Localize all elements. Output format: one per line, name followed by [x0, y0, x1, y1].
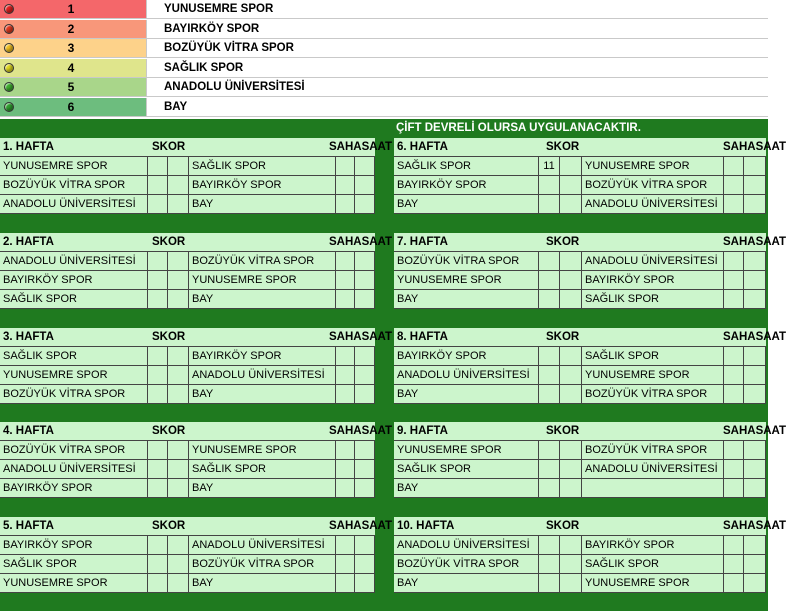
saat-cell[interactable]: [744, 441, 766, 459]
home-team-cell[interactable]: YUNUSEMRE SPOR: [394, 441, 539, 459]
match-row: [394, 366, 766, 385]
legend-rank-cell[interactable]: [0, 98, 147, 116]
saat-cell[interactable]: [355, 555, 375, 573]
week-header: [0, 422, 393, 441]
match-row: [0, 536, 375, 555]
home-score-cell[interactable]: [148, 271, 168, 289]
home-team-cell[interactable]: BAYIRKÖY SPOR: [394, 176, 539, 194]
home-team-cell[interactable]: ANADOLU ÜNİVERSİTESİ: [394, 536, 539, 554]
away-team-cell[interactable]: BOZÜYÜK VİTRA SPOR: [189, 252, 336, 270]
away-score-cell[interactable]: [168, 157, 189, 175]
week-block: [0, 138, 393, 214]
away-score-cell[interactable]: [168, 460, 189, 478]
away-team-cell[interactable]: SAĞLIK SPOR: [189, 157, 336, 175]
home-team-cell[interactable]: BOZÜYÜK VİTRA SPOR: [0, 441, 148, 459]
saat-cell[interactable]: [744, 252, 766, 270]
away-team-cell[interactable]: SAĞLIK SPOR: [189, 460, 336, 478]
home-team-cell[interactable]: BAYIRKÖY SPOR: [0, 479, 148, 497]
saha-cell[interactable]: [336, 479, 355, 497]
away-team-cell[interactable]: SAĞLIK SPOR: [582, 290, 724, 308]
saat-cell[interactable]: [744, 290, 766, 308]
week-block: [394, 517, 786, 593]
away-score-cell[interactable]: [168, 347, 189, 365]
away-team-cell[interactable]: BAY: [189, 479, 336, 497]
home-score-cell[interactable]: [539, 290, 560, 308]
saha-saat-header: SAHASAAT: [723, 520, 786, 532]
match-row: [394, 347, 766, 366]
legend-rank: 2: [67, 21, 75, 36]
week-title: 10. HAFTA: [397, 520, 455, 532]
saat-cell[interactable]: [744, 157, 766, 175]
match-row: [394, 574, 766, 593]
home-score-cell[interactable]: [148, 460, 168, 478]
home-score-cell[interactable]: [148, 252, 168, 270]
home-score-cell[interactable]: [148, 385, 168, 403]
away-team-cell[interactable]: YUNUSEMRE SPOR: [189, 271, 336, 289]
status-dot-icon: [4, 4, 14, 14]
away-score-cell[interactable]: [168, 536, 189, 554]
saha-cell[interactable]: [724, 290, 744, 308]
away-score-cell[interactable]: [560, 536, 582, 554]
home-team-cell[interactable]: BAY: [394, 479, 539, 497]
legend-rank-cell[interactable]: [0, 39, 147, 57]
legend-row[interactable]: [0, 39, 768, 58]
saat-cell[interactable]: [744, 555, 766, 573]
home-team-cell[interactable]: BOZÜYÜK VİTRA SPOR: [394, 555, 539, 573]
match-row: [0, 195, 375, 214]
legend-row[interactable]: [0, 78, 768, 97]
away-team-cell[interactable]: [582, 479, 724, 497]
score-header: SKOR: [152, 141, 186, 153]
saha-cell[interactable]: [724, 441, 744, 459]
legend-rank: 5: [67, 80, 75, 94]
saha-cell[interactable]: [724, 347, 744, 365]
match-row: [394, 536, 766, 555]
saha-cell[interactable]: [724, 536, 744, 554]
home-team-cell[interactable]: SAĞLIK SPOR: [394, 460, 539, 478]
saat-cell[interactable]: [355, 347, 375, 365]
home-team-cell[interactable]: YUNUSEMRE SPOR: [0, 366, 148, 384]
legend-rank: 1: [67, 2, 75, 16]
away-team-cell[interactable]: ANADOLU ÜNİVERSİTESİ: [582, 460, 724, 478]
saha-cell[interactable]: [336, 252, 355, 270]
away-team-cell[interactable]: BAYIRKÖY SPOR: [582, 536, 724, 554]
saat-cell[interactable]: [744, 347, 766, 365]
saat-cell[interactable]: [355, 366, 375, 384]
week-title: 7. HAFTA: [397, 236, 448, 248]
home-score-cell[interactable]: [148, 536, 168, 554]
away-score-cell[interactable]: [168, 176, 189, 194]
home-team-cell[interactable]: SAĞLIK SPOR: [394, 157, 539, 175]
saat-cell[interactable]: [355, 574, 375, 592]
legend-team-name[interactable]: BOZÜYÜK VİTRA SPOR: [147, 39, 768, 57]
saha-cell[interactable]: [336, 366, 355, 384]
home-score-cell[interactable]: [148, 176, 168, 194]
away-team-cell[interactable]: YUNUSEMRE SPOR: [189, 441, 336, 459]
score-header: SKOR: [152, 331, 186, 343]
match-row: [394, 195, 766, 214]
saha-saat-header: SAHASAAT: [329, 520, 393, 532]
saha-cell[interactable]: [336, 290, 355, 308]
home-team-cell[interactable]: BAYIRKÖY SPOR: [0, 536, 148, 554]
week-block: [394, 138, 786, 214]
saat-cell[interactable]: [355, 385, 375, 403]
away-team-cell[interactable]: SAĞLIK SPOR: [582, 347, 724, 365]
away-score-cell[interactable]: [560, 290, 582, 308]
saat-cell[interactable]: [355, 441, 375, 459]
home-team-cell[interactable]: ANADOLU ÜNİVERSİTESİ: [394, 366, 539, 384]
match-row: [0, 290, 375, 309]
saha-cell[interactable]: [336, 157, 355, 175]
home-score-cell[interactable]: [539, 555, 560, 573]
saha-cell[interactable]: [724, 271, 744, 289]
saha-cell[interactable]: [336, 347, 355, 365]
home-score-cell[interactable]: [148, 347, 168, 365]
home-team-cell[interactable]: ANADOLU ÜNİVERSİTESİ: [0, 460, 148, 478]
match-row: [394, 460, 766, 479]
saat-cell[interactable]: [355, 479, 375, 497]
away-team-cell[interactable]: ANADOLU ÜNİVERSİTESİ: [189, 366, 336, 384]
away-score-cell[interactable]: [560, 555, 582, 573]
score-header: SKOR: [152, 425, 186, 437]
home-team-cell[interactable]: SAĞLIK SPOR: [0, 347, 148, 365]
away-score-cell[interactable]: [168, 555, 189, 573]
saha-saat-header: SAHASAAT: [329, 331, 393, 343]
saha-saat-header: SAHASAAT: [723, 331, 786, 343]
saha-cell[interactable]: [336, 536, 355, 554]
away-score-cell[interactable]: [168, 195, 189, 213]
home-team-cell[interactable]: SAĞLIK SPOR: [0, 290, 148, 308]
home-score-cell[interactable]: [539, 195, 560, 213]
away-team-cell[interactable]: YUNUSEMRE SPOR: [582, 574, 724, 592]
legend-rank: 4: [67, 60, 75, 75]
match-row: [394, 271, 766, 290]
match-row: [0, 252, 375, 271]
saha-saat-header: SAHASAAT: [723, 236, 786, 248]
week-block: [0, 422, 393, 498]
status-dot-icon: [4, 43, 14, 53]
away-score-cell[interactable]: [168, 366, 189, 384]
home-score-cell[interactable]: [539, 479, 560, 497]
home-team-cell[interactable]: ANADOLU ÜNİVERSİTESİ: [0, 195, 148, 213]
home-team-cell[interactable]: BAYIRKÖY SPOR: [394, 347, 539, 365]
week-header: [0, 517, 393, 536]
legend-rank: 3: [67, 41, 75, 55]
match-row: [394, 157, 766, 176]
home-score-cell[interactable]: [539, 460, 560, 478]
away-team-cell[interactable]: BOZÜYÜK VİTRA SPOR: [582, 441, 724, 459]
away-score-cell[interactable]: [560, 366, 582, 384]
away-team-cell[interactable]: BOZÜYÜK VİTRA SPOR: [582, 176, 724, 194]
week-block: [394, 328, 786, 404]
saha-cell[interactable]: [724, 366, 744, 384]
legend-rank: 6: [67, 99, 75, 114]
away-score-cell[interactable]: [560, 176, 582, 194]
legend-row[interactable]: [0, 20, 768, 39]
score-header: SKOR: [546, 520, 580, 532]
week-header: [0, 233, 393, 252]
week-block: [394, 233, 786, 309]
saha-cell[interactable]: [336, 441, 355, 459]
home-team-cell[interactable]: BAY: [394, 385, 539, 403]
match-row: [0, 460, 375, 479]
week-header: [394, 517, 786, 536]
home-score-cell[interactable]: [148, 157, 168, 175]
match-row: [0, 271, 375, 290]
legend-team-name[interactable]: SAĞLIK SPOR: [147, 59, 768, 77]
saha-saat-header: SAHASAAT: [329, 141, 393, 153]
week-title: 1. HAFTA: [3, 141, 54, 153]
away-team-cell[interactable]: ANADOLU ÜNİVERSİTESİ: [582, 195, 724, 213]
home-score-cell[interactable]: [539, 441, 560, 459]
saha-saat-header: SAHASAAT: [329, 236, 393, 248]
week-title: 4. HAFTA: [3, 425, 54, 437]
saat-cell[interactable]: [355, 195, 375, 213]
saha-cell[interactable]: [724, 460, 744, 478]
saha-saat-header: SAHASAAT: [329, 425, 393, 437]
score-header: SKOR: [152, 236, 186, 248]
away-team-cell[interactable]: ANADOLU ÜNİVERSİTESİ: [582, 252, 724, 270]
score-header: SKOR: [546, 141, 580, 153]
away-team-cell[interactable]: YUNUSEMRE SPOR: [582, 157, 724, 175]
week-header: [394, 233, 786, 252]
match-row: [0, 176, 375, 195]
week-title: 6. HAFTA: [397, 141, 448, 153]
away-score-cell[interactable]: [168, 441, 189, 459]
saat-cell[interactable]: [355, 271, 375, 289]
saat-cell[interactable]: [355, 157, 375, 175]
match-row: [0, 157, 375, 176]
match-row: [0, 555, 375, 574]
away-score-cell[interactable]: [168, 271, 189, 289]
match-row: [394, 176, 766, 195]
home-team-cell[interactable]: ANADOLU ÜNİVERSİTESİ: [0, 252, 148, 270]
week-title: 5. HAFTA: [3, 520, 54, 532]
home-score-cell[interactable]: [539, 347, 560, 365]
away-score-cell[interactable]: [560, 195, 582, 213]
home-score-cell[interactable]: [148, 290, 168, 308]
home-score-cell[interactable]: [148, 195, 168, 213]
home-team-cell[interactable]: YUNUSEMRE SPOR: [0, 574, 148, 592]
away-team-cell[interactable]: BOZÜYÜK VİTRA SPOR: [582, 385, 724, 403]
saha-cell[interactable]: [724, 385, 744, 403]
legend-rank-cell[interactable]: [0, 20, 147, 38]
saha-saat-header: SAHASAAT: [723, 141, 786, 153]
match-row: [0, 347, 375, 366]
away-score-cell[interactable]: [168, 574, 189, 592]
status-dot-icon: [4, 24, 14, 34]
week-header: [0, 138, 393, 157]
home-team-cell[interactable]: BAY: [394, 574, 539, 592]
home-score-cell[interactable]: [539, 252, 560, 270]
home-team-cell[interactable]: BAY: [394, 195, 539, 213]
saat-cell[interactable]: [355, 536, 375, 554]
home-team-cell[interactable]: BAYIRKÖY SPOR: [0, 271, 148, 289]
week-title: 3. HAFTA: [3, 331, 54, 343]
saha-cell[interactable]: [724, 195, 744, 213]
away-team-cell[interactable]: BAY: [189, 574, 336, 592]
home-score-cell[interactable]: [148, 479, 168, 497]
legend-team-name[interactable]: BAYIRKÖY SPOR: [147, 20, 768, 38]
saat-cell[interactable]: [744, 536, 766, 554]
week-header: [394, 138, 786, 157]
week-block: [394, 422, 786, 498]
saat-cell[interactable]: [355, 176, 375, 194]
saha-saat-header: SAHASAAT: [723, 425, 786, 437]
away-score-cell[interactable]: [168, 385, 189, 403]
match-row: [394, 441, 766, 460]
home-team-cell[interactable]: BOZÜYÜK VİTRA SPOR: [394, 252, 539, 270]
week-block: [0, 233, 393, 309]
saat-cell[interactable]: [744, 366, 766, 384]
week-header: [394, 422, 786, 441]
away-score-cell[interactable]: [560, 252, 582, 270]
saha-cell[interactable]: [724, 574, 744, 592]
score-header: SKOR: [546, 236, 580, 248]
away-score-cell[interactable]: [560, 385, 582, 403]
home-score-cell[interactable]: [539, 536, 560, 554]
home-team-cell[interactable]: SAĞLIK SPOR: [0, 555, 148, 573]
home-team-cell[interactable]: BOZÜYÜK VİTRA SPOR: [0, 176, 148, 194]
away-team-cell[interactable]: BAY: [189, 195, 336, 213]
legend-team-name[interactable]: ANADOLU ÜNİVERSİTESİ: [147, 78, 768, 96]
home-team-cell[interactable]: BOZÜYÜK VİTRA SPOR: [0, 385, 148, 403]
saat-cell[interactable]: [744, 195, 766, 213]
saha-cell[interactable]: [336, 555, 355, 573]
match-row: [0, 385, 375, 404]
match-row: [394, 555, 766, 574]
week-block: [0, 517, 393, 593]
saat-cell[interactable]: [744, 176, 766, 194]
home-team-cell[interactable]: BAY: [394, 290, 539, 308]
away-score-cell[interactable]: [168, 479, 189, 497]
legend-team-name[interactable]: BAY: [147, 98, 768, 116]
home-score-cell[interactable]: [539, 176, 560, 194]
saha-cell[interactable]: [724, 479, 744, 497]
match-row: [394, 290, 766, 309]
away-score-cell[interactable]: [560, 441, 582, 459]
saat-cell[interactable]: [355, 252, 375, 270]
away-score-cell[interactable]: [168, 252, 189, 270]
saha-cell[interactable]: [336, 195, 355, 213]
saha-cell[interactable]: [724, 555, 744, 573]
home-score-cell[interactable]: [539, 366, 560, 384]
match-row: [394, 385, 766, 404]
saat-cell[interactable]: [744, 574, 766, 592]
home-score-cell[interactable]: [148, 574, 168, 592]
match-row: [0, 574, 375, 593]
score-header: SKOR: [546, 331, 580, 343]
away-score-cell[interactable]: [560, 574, 582, 592]
legend-rank-cell[interactable]: [0, 78, 147, 96]
saha-cell[interactable]: [724, 157, 744, 175]
away-team-cell[interactable]: YUNUSEMRE SPOR: [582, 366, 724, 384]
away-score-cell[interactable]: [560, 271, 582, 289]
match-row: [0, 366, 375, 385]
away-team-cell[interactable]: BAYIRKÖY SPOR: [189, 176, 336, 194]
home-team-cell[interactable]: YUNUSEMRE SPOR: [394, 271, 539, 289]
saha-cell[interactable]: [724, 176, 744, 194]
home-score-cell[interactable]: [148, 366, 168, 384]
match-row: [394, 252, 766, 271]
away-team-cell[interactable]: BAY: [189, 385, 336, 403]
saat-cell[interactable]: [744, 479, 766, 497]
week-title: 8. HAFTA: [397, 331, 448, 343]
saat-cell[interactable]: [744, 385, 766, 403]
saha-cell[interactable]: [336, 385, 355, 403]
legend-rank-cell[interactable]: [0, 59, 147, 77]
away-team-cell[interactable]: BAYIRKÖY SPOR: [582, 271, 724, 289]
saha-cell[interactable]: [336, 574, 355, 592]
away-team-cell[interactable]: BAYIRKÖY SPOR: [189, 347, 336, 365]
score-header: SKOR: [546, 425, 580, 437]
legend-row[interactable]: [0, 98, 768, 117]
match-row: [0, 441, 375, 460]
away-score-cell[interactable]: [560, 347, 582, 365]
away-team-cell[interactable]: SAĞLIK SPOR: [582, 555, 724, 573]
away-team-cell[interactable]: BAY: [189, 290, 336, 308]
week-title: 9. HAFTA: [397, 425, 448, 437]
legend-row[interactable]: [0, 0, 768, 19]
match-row: [0, 479, 375, 498]
week-header: [0, 328, 393, 347]
home-score-cell[interactable]: 11: [539, 157, 560, 175]
saat-cell[interactable]: [744, 271, 766, 289]
legend-team-name[interactable]: YUNUSEMRE SPOR: [147, 0, 768, 18]
saha-cell[interactable]: [336, 271, 355, 289]
saat-cell[interactable]: [744, 460, 766, 478]
away-score-cell[interactable]: [560, 479, 582, 497]
legend-rank-cell[interactable]: [0, 0, 147, 18]
score-header: SKOR: [152, 520, 186, 532]
away-score-cell[interactable]: [560, 157, 582, 175]
week-block: [0, 328, 393, 404]
saha-cell[interactable]: [336, 176, 355, 194]
status-dot-icon: [4, 82, 14, 92]
home-score-cell[interactable]: [539, 271, 560, 289]
double-round-note: ÇİFT DEVRELİ OLURSA UYGULANACAKTIR.: [396, 122, 641, 134]
home-score-cell[interactable]: [539, 385, 560, 403]
home-team-cell[interactable]: YUNUSEMRE SPOR: [0, 157, 148, 175]
away-team-cell[interactable]: ANADOLU ÜNİVERSİTESİ: [189, 536, 336, 554]
away-score-cell[interactable]: [560, 460, 582, 478]
home-score-cell[interactable]: [539, 574, 560, 592]
away-score-cell[interactable]: [168, 290, 189, 308]
saat-cell[interactable]: [355, 460, 375, 478]
week-title: 2. HAFTA: [3, 236, 54, 248]
home-score-cell[interactable]: [148, 555, 168, 573]
match-row: [394, 479, 766, 498]
home-score-cell[interactable]: [148, 441, 168, 459]
week-header: [394, 328, 786, 347]
saha-cell[interactable]: [336, 460, 355, 478]
legend-row[interactable]: [0, 59, 768, 78]
away-team-cell[interactable]: BOZÜYÜK VİTRA SPOR: [189, 555, 336, 573]
saha-cell[interactable]: [724, 252, 744, 270]
saat-cell[interactable]: [355, 290, 375, 308]
status-dot-icon: [4, 63, 14, 73]
status-dot-icon: [4, 102, 14, 112]
